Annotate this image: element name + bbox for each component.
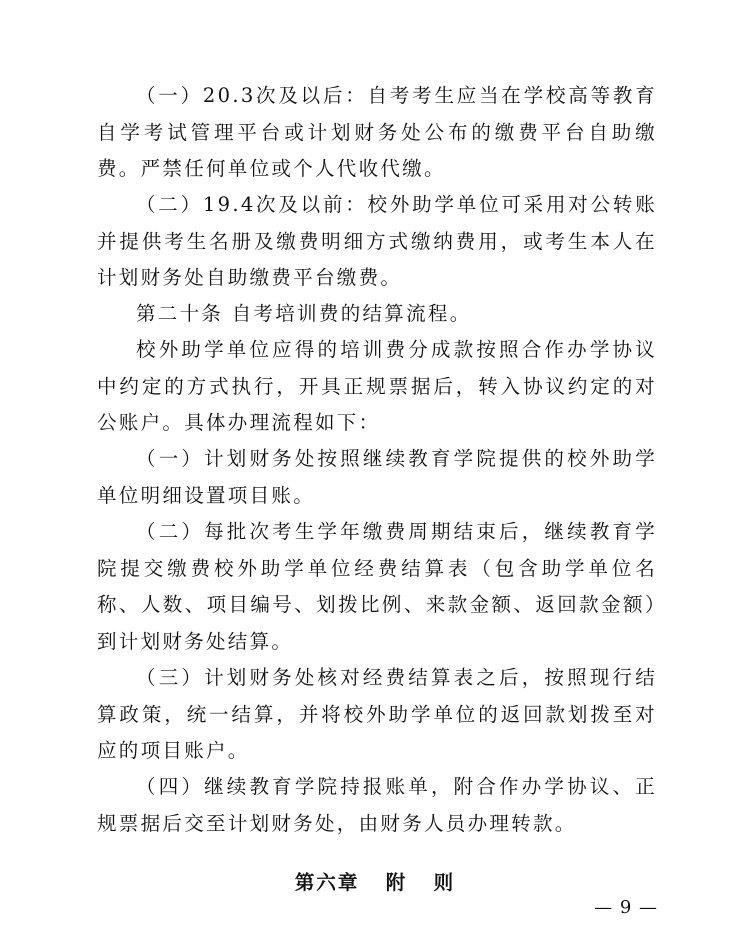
paragraph-payment-after-20-3: （一）20.3次及以后：自考考生应当在学校高等教育自学考试管理平台或计划财务处公布的缴费平台自助缴费。严禁任何单位或个人代收代缴。 [97, 84, 657, 180]
paragraph-step-4: （四）继续教育学院持报账单，附合作办学协议、正规票据后交至计划财务处，由财务人员办理转款。 [97, 775, 657, 835]
paragraph-settlement-overview: 校外助学单位应得的培训费分成款按照合作办学协议中约定的方式执行，开具正规票据后，转入协议约定的对公账户。具体办理流程如下： [97, 338, 657, 434]
paragraph-step-1: （一）计划财务处按照继续教育学院提供的校外助学单位明细设置项目账。 [97, 447, 657, 507]
paragraph-step-2: （二）每批次考生学年缴费周期结束后，继续教育学院提交缴费校外助学单位经费结算表（包含助学单位名称、人数、项目编号、划拨比例、来款金额、返回款金额）到计划财务处结算。 [97, 520, 657, 653]
page-number: — 9 — [594, 897, 658, 918]
chapter-heading: 第六章 附 则 [294, 871, 456, 894]
paragraph-payment-before-19-4: （二）19.4次及以前：校外助学单位可采用对公转账并提供考生名册及缴费明细方式缴纳费用，或考生本人在计划财务处自助缴费平台缴费。 [97, 193, 657, 289]
article-20-heading: 第二十条 自考培训费的结算流程。 [136, 302, 472, 325]
paragraph-step-3: （三）计划财务处核对经费结算表之后，按照现行结算政策，统一结算，并将校外助学单位的返回款划拨至对应的项目账户。 [97, 666, 657, 762]
